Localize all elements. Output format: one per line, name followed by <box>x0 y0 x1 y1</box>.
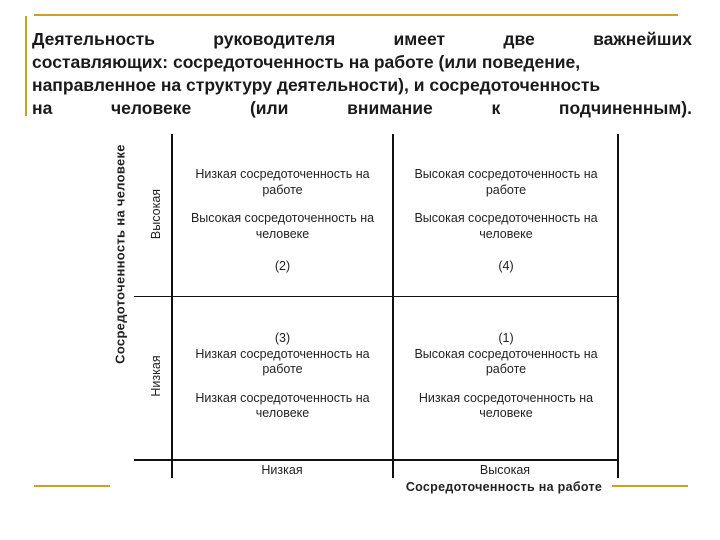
frame-top-line <box>34 14 678 16</box>
frame-bottom-right-line <box>612 485 688 487</box>
quadrant-bottom-left <box>175 331 390 422</box>
y-axis-title: Сосредоточенность на человеке <box>112 144 128 364</box>
people-focus-text: Низкая сосредоточенность на человеке <box>195 390 370 420</box>
x-level-low: Низкая <box>261 463 303 477</box>
intro-word: Деятельность <box>32 29 155 49</box>
grid-left-border <box>171 134 173 478</box>
intro-word: (или <box>249 98 289 118</box>
intro-line-4 <box>32 97 692 120</box>
grid-vertical-divider <box>392 134 394 478</box>
grid-right-border <box>617 134 619 478</box>
intro-word: подчиненным). <box>558 98 692 118</box>
y-level-low: Низкая <box>149 355 163 397</box>
grid-bottom-axis <box>134 459 619 461</box>
work-focus-text: Низкая сосредоточенность на работе <box>195 167 370 197</box>
intro-word: имеет <box>393 29 446 49</box>
quadrant-bottom-right <box>396 331 616 422</box>
intro-word: важнейших <box>593 29 692 49</box>
intro-line-1 <box>32 28 692 51</box>
frame-left-line <box>25 16 27 116</box>
frame-bottom-left-line <box>34 485 110 487</box>
people-focus-text: Высокая сосредоточенность на человеке <box>414 211 598 241</box>
intro-line-2: составляющих: сосредоточенность на работе (или поведение, <box>32 52 581 72</box>
people-focus-text: Высокая сосредоточенность на человеке <box>190 211 375 241</box>
work-focus-text: Высокая сосредоточенность на работе <box>414 346 598 376</box>
quadrant-number: (4) <box>498 259 514 273</box>
intro-word: на <box>32 98 53 118</box>
people-focus-text: Низкая сосредоточенность на человеке <box>418 390 594 420</box>
intro-word: руководителя <box>213 29 336 49</box>
intro-word: человеке <box>111 98 192 118</box>
quadrant-top-left <box>175 167 390 275</box>
quadrant-number: (1) <box>498 331 514 345</box>
grid-horizontal-divider <box>134 296 619 297</box>
intro-word: две <box>503 29 535 49</box>
intro-word: к <box>491 98 501 118</box>
x-axis-title: Сосредоточенность на работе <box>405 480 603 494</box>
x-level-high: Высокая <box>479 463 531 477</box>
y-level-high: Высокая <box>149 188 163 240</box>
quadrant-number: (3) <box>274 331 291 345</box>
work-focus-text: Высокая сосредоточенность на работе <box>414 167 598 197</box>
intro-line-3: направленное на структуру деятельности), и сосредоточенность <box>32 75 601 95</box>
quadrant-number: (2) <box>274 259 291 273</box>
intro-word: внимание <box>347 98 433 118</box>
intro-paragraph <box>32 28 692 120</box>
work-focus-text: Низкая сосредоточенность на работе <box>195 346 370 376</box>
quadrant-top-right <box>396 167 616 275</box>
